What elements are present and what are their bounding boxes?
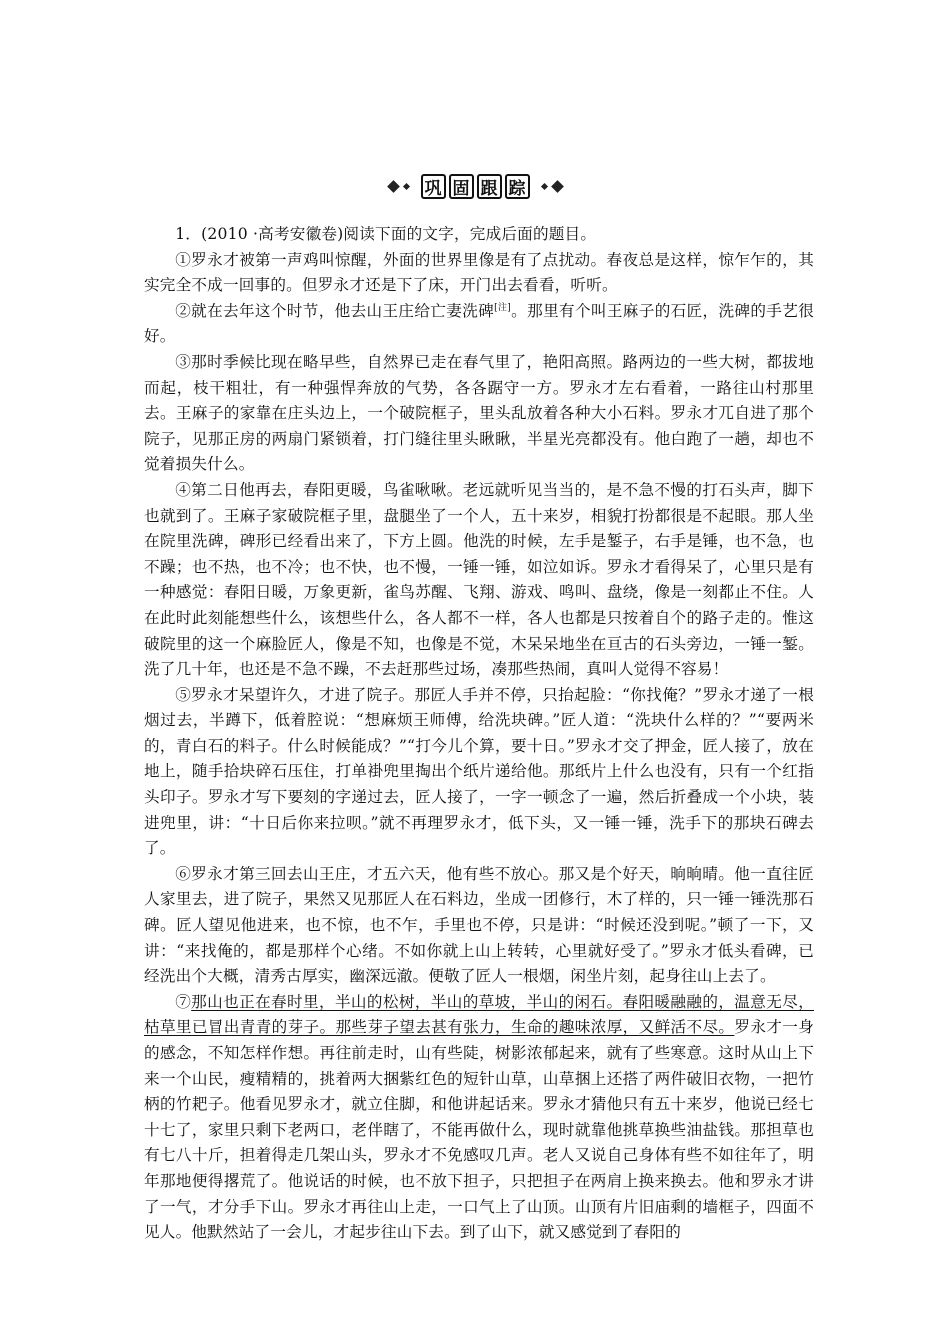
paragraph-3: ③那时季候比现在略早些，自然界已走在春气里了，艳阳高照。路两边的一些大树，都拔地而起，枝干粗壮，有一种强悍奔放的气势，各各踞守一方。罗永才左右看着，一路往山村那里去。王麻子的家靠在庄头边上，一个破院框子，里头乱放着各种大小石料。罗永才兀自进了那个院子，见那正房的两扇门紧锁着，打门缝往里头瞅瞅，半星光亮都没有。他白跑了一趟，却也不觉着损失什么。 bbox=[144, 352, 814, 474]
heading-char: 巩 bbox=[421, 174, 446, 199]
paragraph-2-text-continued: 。那里有个叫王麻子的石匠，洗碑的手艺很好。 bbox=[144, 301, 814, 346]
paragraph-7 bbox=[144, 990, 814, 1246]
heading-char: 跟 bbox=[477, 174, 502, 199]
diamond-icon bbox=[402, 183, 409, 190]
diamond-icon bbox=[551, 180, 564, 193]
paragraph-5: ⑤罗永才呆望许久，才进了院子。那匠人手并不停，只抬起脸：“你找俺？”罗永才递了一根烟过去，半蹲下，低着腔说：“想麻烦王师傅，给洗块碑。”匠人道：“洗块什么样的？”“要两米的，青白石的料子。什么时候能成？”“打今儿个算，要十日。”罗永才交了押金，匠人接了，放在地上，随手拾块碎石压住，打单褂兜里掏出个纸片递给他。那纸片上什么也没有，只有一个红指头印子。罗永才写下要刻的字递过去，匠人接了，一字一顿念了一遍，然后折叠成一个小块，装进兜里，讲：“十日后你来拉呗。”就不再理罗永才，低下头，又一锤一锤，洗手下的那块石碑去了。 bbox=[144, 685, 814, 858]
diamond-icon bbox=[540, 183, 547, 190]
paragraph-6: ⑥罗永才第三回去山王庄，才五六天，他有些不放心。那又是个好天，晌晌晴。他一直往匠人家里去，进了院子，果然又见那匠人在石料边，坐成一团修行，木了样的，只一锤一锤洗那石碑。匠人望见他进来，也不惊，也不乍，手里也不停，只是讲：“时候还没到呢。”顿了一下，又讲：“来找俺的，都是那样个心绪。不如你就上山上转转，心里就好受了。”罗永才低头看碑，已经洗出个大概，清秀古厚实，幽深远澈。便敬了匠人一根烟，闲坐片刻，起身往山上去了。 bbox=[144, 864, 814, 986]
paragraph-7-number: ⑦ bbox=[175, 992, 192, 1011]
paragraph-7-text: 罗永才一身的感念，不知怎样作想。再往前走时，山有些陡，树影浓郁起来，就有了些寒意。这时从山上下来一个山民，瘦精精的，挑着两大捆紫红色的短针山草，山草捆上还搭了两件破旧衣物，一把竹柄的竹耙子。他看见罗永才，就立住脚，和他讲起话来。罗永才猜他只有五十来岁，他说已经七十七了，家里只剩下老两口，老伴瞎了，不能再做什么，现时就靠他挑草换些油盐钱。那担草也有七八十斤，担着得走几架山头，罗永才不免感叹几声。老人又说自己身体有些不如往年了，明年那地便得撂荒了。他说话的时候，也不放下担子，只把担子在两肩上换来换去。他和罗永才讲了一气，才分手下山。罗永才再往山上走，一口气上了山顶。山顶有片旧庙剩的墙框子，四面不见人。他默然站了一会儿，才起步往山下去。到了山下，就又感觉到了春阳的 bbox=[144, 1018, 814, 1242]
question-header: 1．(2010 ·高考安徽卷)阅读下面的文字，完成后面的题目。 bbox=[175, 225, 597, 243]
paragraph-2-text: ②就在去年这个时节，他去山王庄给亡妻洗碑 bbox=[175, 301, 495, 320]
heading-title bbox=[421, 174, 530, 199]
paragraph-1: ①罗永才被第一声鸡叫惊醒，外面的世界里像是有了点扰动。春夜总是这样，惊乍乍的，其实完全不成一回事的。但罗永才还是下了床，开门出去看看，听听。 bbox=[144, 250, 814, 295]
paragraph-4: ④第二日他再去，春阳更暖，鸟雀啾啾。老远就听见当当的，是不急不慢的打石头声，脚下也就到了。王麻子家破院框子里，盘腿坐了一个人，五十来岁，相貌打扮都很是不起眼。那人坐在院里洗碑，碑形已经看出来了，下方上圆。他洗的时候，左手是錾子，右手是锤，也不急，也不躁；也不热，也不冷；也不快，也不慢，一锤一锤，如泣如诉。罗永才看得呆了，心里只是有一种感觉：春阳日暖，万象更新，雀鸟苏醒、飞翔、游戏、鸣叫、盘绕，像是一刻都止不住。人在此时此刻能想些什么，该想些什么，各人都不一样，各人也都是只按着自个的路子走的。惟这破院里的这一个麻脸匠人，像是不知，也像是不觉，木呆呆地坐在亘古的石头旁边，一锤一錾。洗了几十年，也还是不急不躁，不去赶那些过场，凑那些热闹，真叫人觉得不容易！ bbox=[144, 480, 814, 679]
diamond-icon bbox=[387, 180, 400, 193]
heading-char: 固 bbox=[449, 174, 474, 199]
underlined-passage: 那山也正在春时里，半山的松树，半山的草坡，半山的闲石。春阳暖融融的，温意无尽，枯草里已冒出青青的芽子。那些芽子望去甚有张力，生命的趣味浓厚，又鲜活不尽。 bbox=[144, 992, 814, 1037]
reading-passage bbox=[144, 222, 814, 1246]
heading-char: 踪 bbox=[505, 174, 530, 199]
section-heading bbox=[0, 174, 950, 199]
paragraph-2 bbox=[144, 299, 814, 350]
footnote-marker: [注] bbox=[494, 302, 512, 313]
